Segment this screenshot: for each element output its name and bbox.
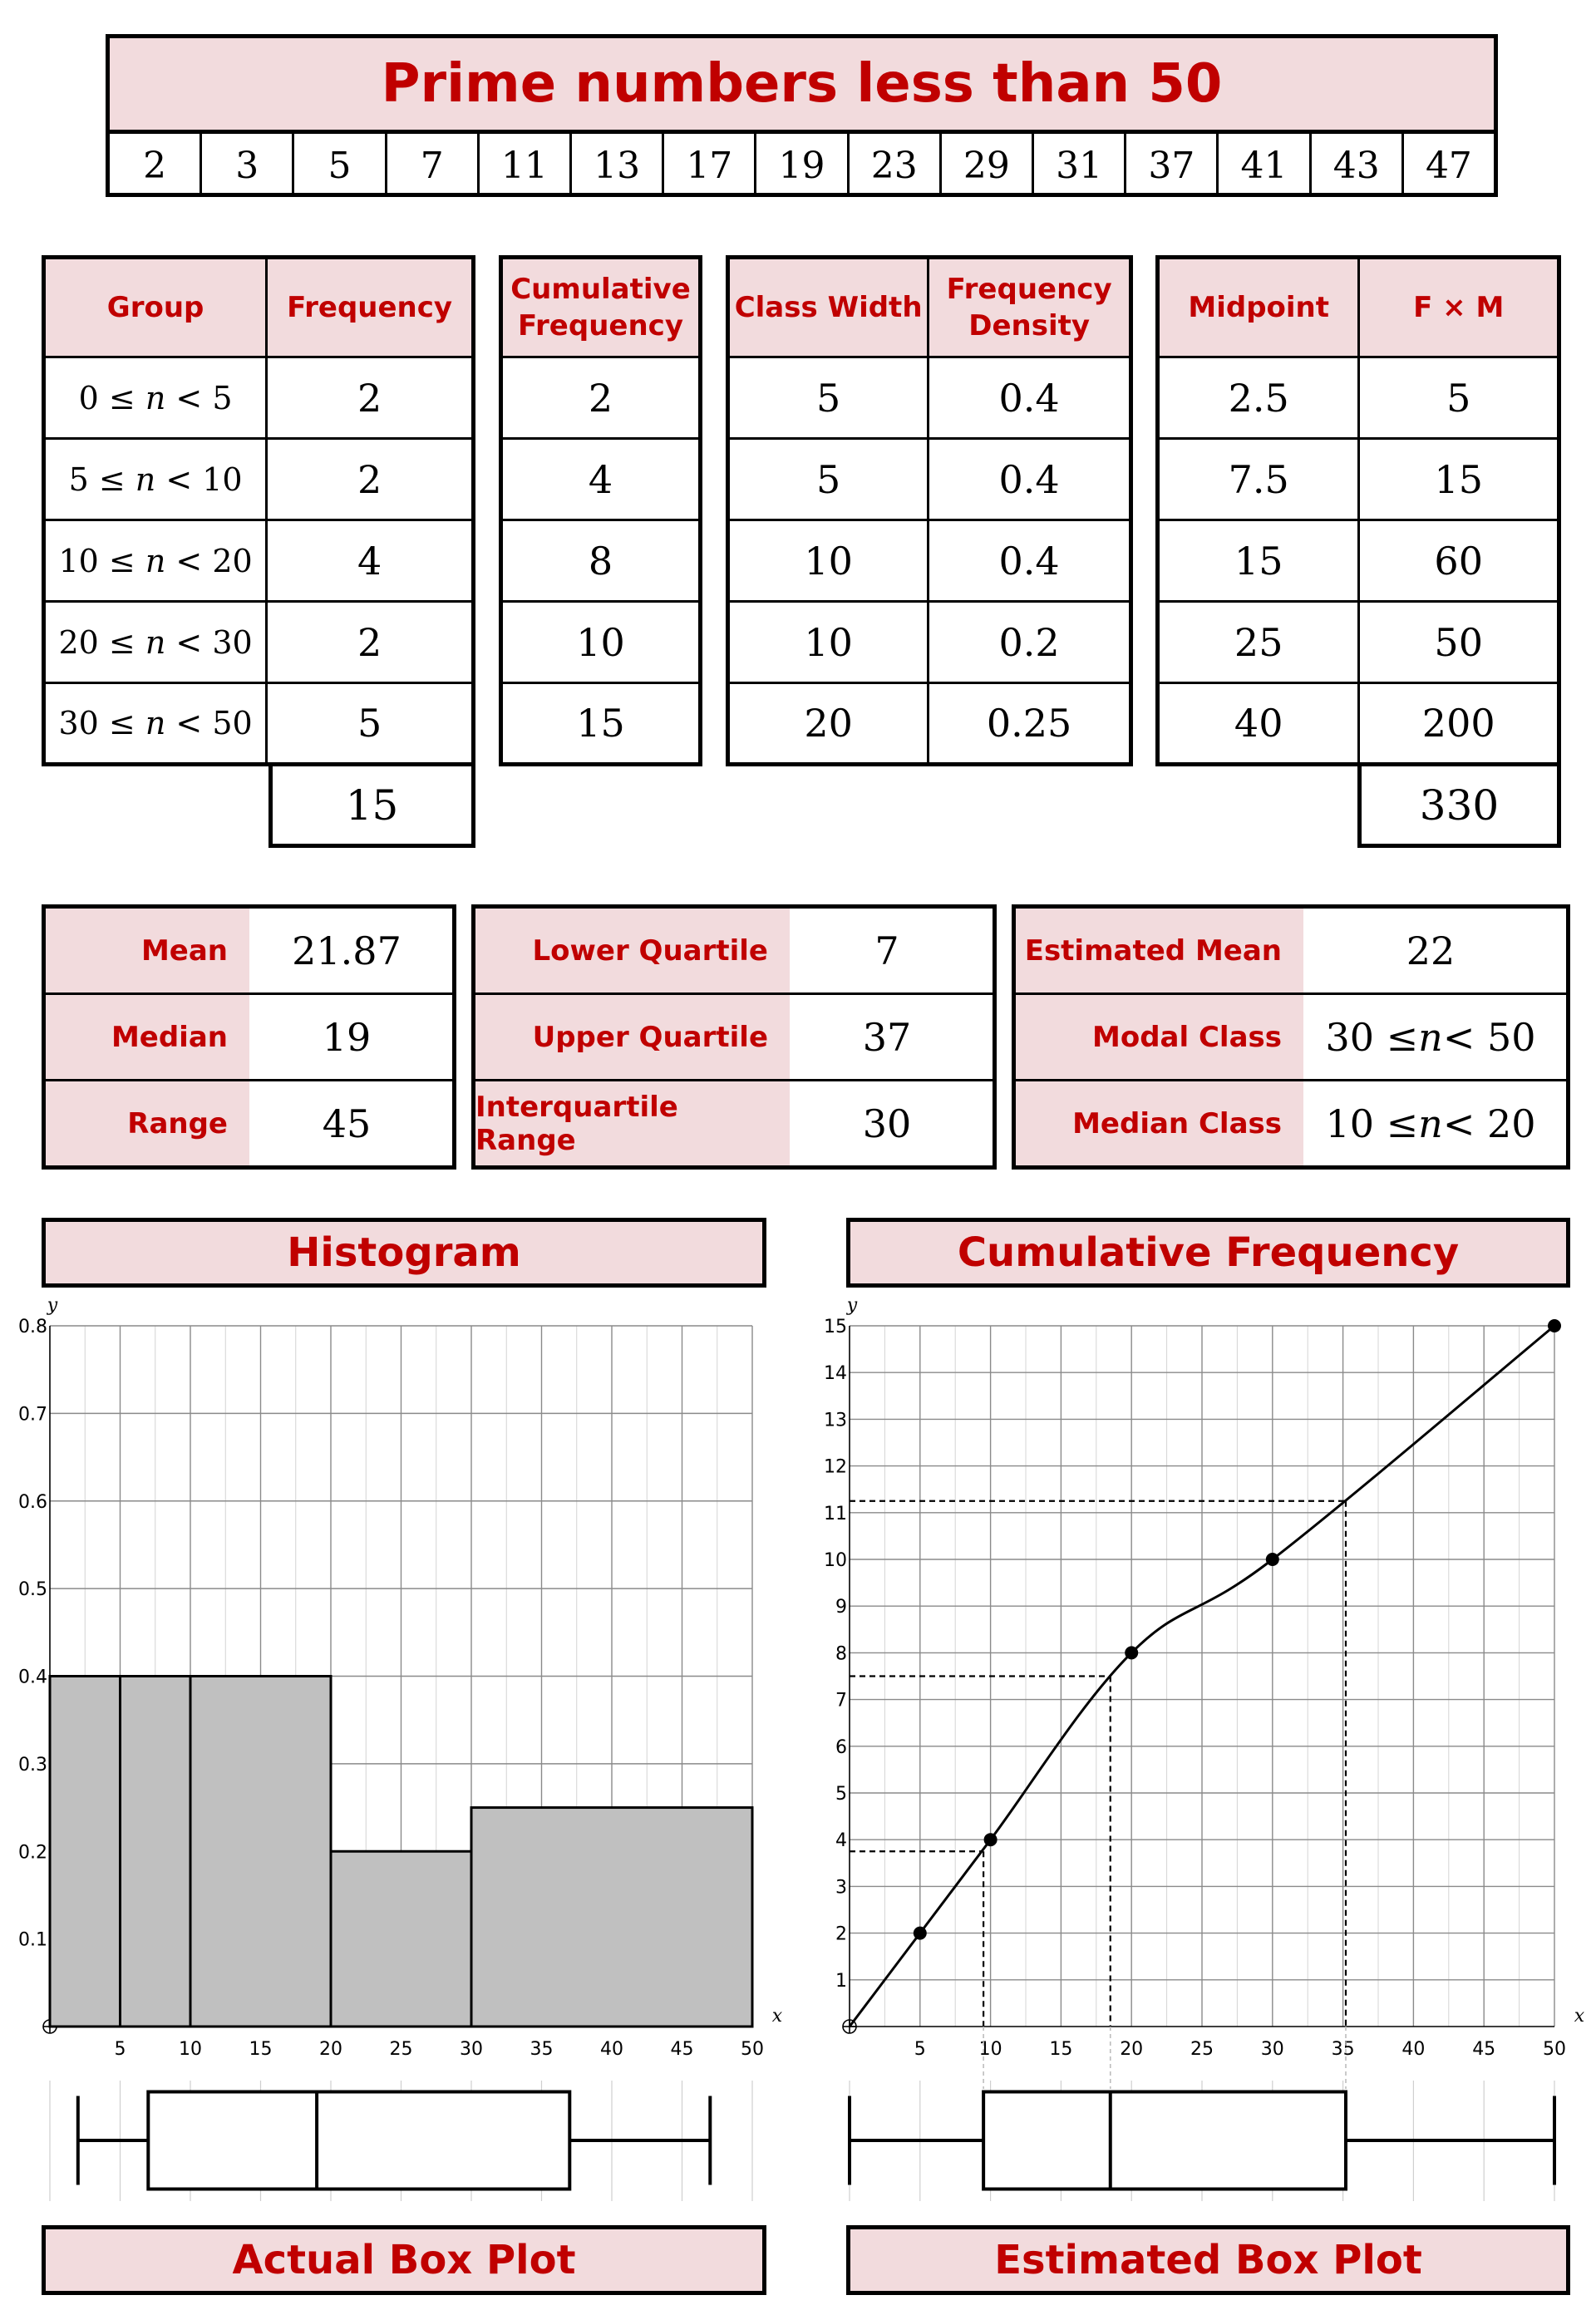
y-tick-label: 0.5 xyxy=(18,1579,47,1601)
cumulative-frequency-table xyxy=(499,255,702,766)
frequency-cell: 2 xyxy=(267,439,474,520)
group-cell: 0 ≤ n < 5 xyxy=(44,357,267,439)
y-tick-label: 9 xyxy=(835,1597,847,1618)
basic-stats-box xyxy=(42,904,456,1170)
cumulative-point xyxy=(1266,1553,1279,1566)
y-tick-label: 4 xyxy=(835,1830,847,1852)
box-iqr xyxy=(148,2092,569,2189)
x-tick-label: 20 xyxy=(1120,2039,1144,2060)
stat-label-modal-class: Modal Class xyxy=(1016,995,1303,1079)
cumulative-cell: 4 xyxy=(501,439,701,520)
primes-row xyxy=(110,134,1494,197)
x-tick-label: 30 xyxy=(1260,2039,1284,2060)
y-tick-label: 0.1 xyxy=(18,1929,47,1951)
frequency-total: 15 xyxy=(268,762,475,848)
prime-cell: 31 xyxy=(1032,134,1124,197)
cumulative-cell: 8 xyxy=(501,520,701,602)
midpoint-cell: 7.5 xyxy=(1158,439,1359,520)
cumulative-heading: Cumulative Frequency xyxy=(846,1218,1570,1288)
primes-title: Prime numbers less than 50 xyxy=(110,38,1494,134)
histogram-bar xyxy=(121,1677,191,2027)
header-group: Group xyxy=(44,258,267,357)
fxm-cell: 50 xyxy=(1359,602,1559,683)
prime-cell: 13 xyxy=(569,134,662,197)
density-cell: 0.4 xyxy=(929,439,1131,520)
x-tick-label: 20 xyxy=(319,2039,342,2060)
x-tick-label: 15 xyxy=(1049,2039,1073,2060)
x-tick-label: 35 xyxy=(530,2039,554,2060)
group-cell: 5 ≤ n < 10 xyxy=(44,439,267,520)
frequency-cell: 4 xyxy=(267,520,474,602)
stat-label-mean: Mean xyxy=(46,909,249,992)
y-tick-label: 10 xyxy=(824,1550,847,1571)
header-frequency-density: Frequency Density xyxy=(929,258,1131,357)
cumulative-cell: 15 xyxy=(501,683,701,765)
stat-label-upper-quartile: Upper Quartile xyxy=(475,995,790,1079)
x-tick-label: 25 xyxy=(1190,2039,1214,2060)
x-tick-label: 40 xyxy=(1401,2039,1426,2060)
prime-cell: 47 xyxy=(1401,134,1494,197)
x-tick-label: 10 xyxy=(978,2039,1002,2060)
frequency-cell: 5 xyxy=(267,683,474,765)
y-tick-label: 11 xyxy=(824,1503,847,1524)
group-cell: 10 ≤ n < 20 xyxy=(44,520,267,602)
stat-label-median: Median xyxy=(46,995,249,1079)
y-tick-label: 0.2 xyxy=(18,1842,47,1864)
prime-cell: 17 xyxy=(662,134,754,197)
density-cell: 0.4 xyxy=(929,357,1131,439)
density-cell: 0.25 xyxy=(929,683,1131,765)
box-iqr xyxy=(983,2092,1346,2189)
class-width-cell: 20 xyxy=(728,683,929,765)
stat-value-mean: 21.87 xyxy=(292,928,401,973)
y-tick-label: 0.3 xyxy=(18,1754,47,1776)
frequency-cell: 2 xyxy=(267,602,474,683)
fxm-cell: 15 xyxy=(1359,439,1559,520)
cumulative-cell: 10 xyxy=(501,602,701,683)
stat-value-lower-quartile: 7 xyxy=(874,928,899,973)
group-frequency-table xyxy=(42,255,475,766)
stat-label-median-class: Median Class xyxy=(1016,1081,1303,1165)
header-class-width: Class Width xyxy=(728,258,929,357)
y-tick-label: 13 xyxy=(824,1410,847,1431)
y-tick-label: 6 xyxy=(835,1736,847,1758)
y-tick-label: 0.8 xyxy=(18,1317,47,1337)
class-width-cell: 5 xyxy=(728,439,929,520)
cumulative-point xyxy=(1125,1646,1138,1659)
y-tick-label: 15 xyxy=(824,1317,847,1337)
histogram-heading: Histogram xyxy=(42,1218,766,1288)
x-tick-label: 50 xyxy=(1543,2039,1566,2060)
stat-label-estimated-mean: Estimated Mean xyxy=(1016,909,1303,992)
prime-cell: 2 xyxy=(143,144,167,187)
x-tick-label: 5 xyxy=(914,2039,926,2060)
y-tick-label: 5 xyxy=(835,1784,847,1805)
density-cell: 0.4 xyxy=(929,520,1131,602)
midpoint-cell: 25 xyxy=(1158,602,1359,683)
frequency-cell: 2 xyxy=(267,357,474,439)
midpoint-cell: 15 xyxy=(1158,520,1359,602)
x-tick-label: 35 xyxy=(1331,2039,1355,2060)
stat-value-median: 19 xyxy=(322,1014,372,1060)
group-cell: 30 ≤ n < 50 xyxy=(44,683,267,765)
x-axis-label: x xyxy=(1574,2006,1585,2027)
header-frequency: Frequency xyxy=(267,258,474,357)
frequency-density-table xyxy=(726,255,1133,766)
stat-value-estimated-mean: 22 xyxy=(1406,928,1456,973)
histogram-bar xyxy=(331,1851,471,2027)
cumulative-cell: 2 xyxy=(501,357,701,439)
header-midpoint: Midpoint xyxy=(1158,258,1359,357)
estimated-stats-box xyxy=(1012,904,1570,1170)
x-axis-label: x xyxy=(771,2006,783,2027)
prime-cell: 37 xyxy=(1124,134,1216,197)
stat-value-median-class: 10 ≤ n < 20 xyxy=(1325,1101,1536,1146)
prime-cell: 23 xyxy=(847,134,939,197)
histogram-bar xyxy=(190,1677,331,2027)
primes-box xyxy=(106,34,1498,197)
stat-label-iqr: Interquartile Range xyxy=(475,1081,790,1165)
y-tick-label: 7 xyxy=(835,1690,847,1712)
prime-cell: 41 xyxy=(1216,134,1308,197)
actual-box-plot-heading: Actual Box Plot xyxy=(42,2225,766,2295)
prime-cell: 43 xyxy=(1309,134,1401,197)
y-tick-label: 8 xyxy=(835,1643,847,1665)
y-tick-label: 12 xyxy=(824,1456,847,1478)
stat-value-upper-quartile: 37 xyxy=(862,1014,912,1060)
x-tick-label: 45 xyxy=(670,2039,694,2060)
quartile-stats-box xyxy=(471,904,997,1170)
y-tick-label: 0.4 xyxy=(18,1667,47,1688)
histogram-bar xyxy=(471,1808,752,2027)
midpoint-cell: 2.5 xyxy=(1158,357,1359,439)
prime-cell: 11 xyxy=(477,134,569,197)
x-tick-label: 50 xyxy=(741,2039,764,2060)
y-tick-label: 0.7 xyxy=(18,1404,47,1426)
midpoint-cell: 40 xyxy=(1158,683,1359,765)
y-tick-label: 0.6 xyxy=(18,1491,47,1513)
y-axis-label: y xyxy=(47,1295,58,1316)
y-tick-label: 3 xyxy=(835,1877,847,1899)
stat-value-iqr: 30 xyxy=(862,1101,912,1146)
x-tick-label: 45 xyxy=(1472,2039,1496,2060)
x-tick-label: 25 xyxy=(389,2039,413,2060)
prime-cell: 7 xyxy=(385,134,477,197)
y-tick-label: 2 xyxy=(835,1923,847,1945)
header-cumulative-frequency: Cumulative Frequency xyxy=(501,258,701,357)
density-cell: 0.2 xyxy=(929,602,1131,683)
y-tick-label: 14 xyxy=(824,1363,847,1385)
prime-cell: 29 xyxy=(939,134,1032,197)
prime-cell: 19 xyxy=(754,134,846,197)
x-tick-label: 15 xyxy=(249,2039,273,2060)
stat-value-modal-class: 30 ≤ n < 50 xyxy=(1325,1014,1536,1060)
cumulative-point xyxy=(984,1833,998,1846)
x-tick-label: 5 xyxy=(114,2039,126,2060)
histogram-chart xyxy=(0,1284,798,2224)
class-width-cell: 5 xyxy=(728,357,929,439)
y-tick-label: 1 xyxy=(835,1970,847,1992)
histogram-bar xyxy=(50,1677,121,2027)
cumulative-point xyxy=(1548,1319,1561,1332)
cumulative-chart xyxy=(798,1284,1596,2224)
class-width-cell: 10 xyxy=(728,602,929,683)
header-fxm: F × M xyxy=(1359,258,1559,357)
fxm-cell: 60 xyxy=(1359,520,1559,602)
x-tick-label: 40 xyxy=(600,2039,623,2060)
stat-value-range: 45 xyxy=(322,1101,372,1146)
fxm-total: 330 xyxy=(1357,762,1561,848)
stat-label-range: Range xyxy=(46,1081,249,1165)
y-axis-label: y xyxy=(846,1295,858,1316)
class-width-cell: 10 xyxy=(728,520,929,602)
stat-label-lower-quartile: Lower Quartile xyxy=(475,909,790,992)
x-tick-label: 30 xyxy=(460,2039,483,2060)
prime-cell: 5 xyxy=(292,134,384,197)
group-cell: 20 ≤ n < 30 xyxy=(44,602,267,683)
x-tick-label: 10 xyxy=(179,2039,202,2060)
estimated-box-plot-heading: Estimated Box Plot xyxy=(846,2225,1570,2295)
cumulative-point xyxy=(914,1927,927,1940)
fxm-cell: 5 xyxy=(1359,357,1559,439)
midpoint-table xyxy=(1155,255,1561,766)
prime-cell: 3 xyxy=(200,134,292,197)
fxm-cell: 200 xyxy=(1359,683,1559,765)
